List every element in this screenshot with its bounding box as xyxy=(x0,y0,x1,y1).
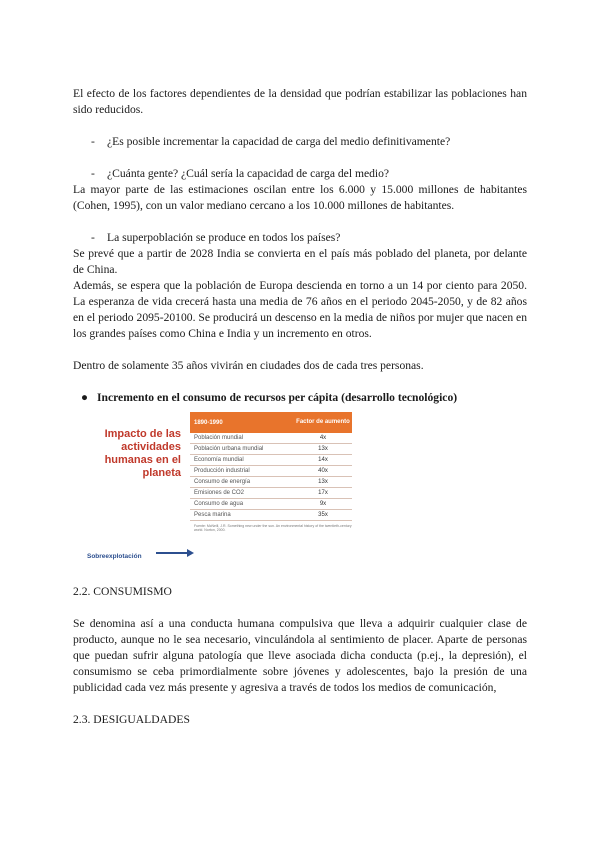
paragraph-density: El efecto de los factores dependientes de la densidad que podrían estabilizar las poblaciones han sido reducidos. xyxy=(73,87,527,116)
overexploitation-label: Sobreexplotación xyxy=(87,553,142,560)
question-how-many: - ¿Cuánta gente? ¿Cuál sería la capacidad de carga del medio? xyxy=(91,167,390,180)
paragraph-cities: Dentro de solamente 35 años vivirán en ciudades dos de cada tres personas. xyxy=(73,359,424,372)
table-header xyxy=(190,412,352,433)
bullet-dot-icon: ● xyxy=(81,391,89,404)
dash-marker: - xyxy=(91,167,95,180)
paragraph-consumismo: Se denomina así a una conducta humana compulsiva que lleva a adquirir cualquier clase de producto, aunque no le sea necesario, vinculándola al sentimiento de placer. Aparte de personas que puedan sufrir alguna patología que lleve asociada dicha conducta (p.ej., la depresión), el consumismo se ceba primordialmente sobre jóvenes y adolescentes, bajo la presión de una publicidad cada vez más presente y agresiva a través de todos los medios de comunicación, xyxy=(73,617,527,694)
dash-marker: - xyxy=(91,231,95,244)
paragraph-europe: Además, se espera que la población de Europa descienda en torno a un 14 por ciento para 2050. La esperanza de vida crecerá hasta una media de 76 años en el periodo 2045-2050, y de 82 años en el periodo 2095-20100. Se producirá un descenso en la media de niños por mujer que nacen en los grandes países como China e India y un incremento en otros. xyxy=(73,279,527,340)
question-capacity: - ¿Es posible incrementar la capacidad de carga del medio definitivamente? xyxy=(91,135,451,148)
section-heading-desigualdades: 2.3. DESIGUALDADES xyxy=(73,713,190,726)
figure-title: Impacto de las actividades humanas en el planeta xyxy=(104,428,181,479)
dash-marker: - xyxy=(91,135,95,148)
question-overpopulation: - La superpoblación se produce en todos los países? xyxy=(91,231,341,244)
paragraph-india: Se prevé que a partir de 2028 India se convierta en el país más poblado del planeta, por delante de China. xyxy=(73,247,527,276)
table-footnote: Fuente: McNeill, J.R. Something new under the sun. An environmental history of the twentieth-century world. Norton, 2000. xyxy=(194,524,352,532)
impact-table xyxy=(190,412,352,532)
header-period: 1890-1990 xyxy=(194,419,223,426)
table-row: Emisiones de CO2 17x xyxy=(190,488,352,499)
paragraph-estimates: La mayor parte de las estimaciones oscilan entre los 6.000 y 15.000 millones de habitantes (Cohen, 1995), con un valor mediano cercano a los 10.000 millones de habitantes. xyxy=(73,183,527,212)
table-row: Población mundial 4x xyxy=(190,433,352,444)
document-body xyxy=(73,86,527,728)
table-row: Consumo de agua 9x xyxy=(190,499,352,510)
impact-figure xyxy=(73,412,527,574)
bullet-consumption: ● Incremento en el consumo de recursos per cápita (desarrollo tecnológico) xyxy=(81,391,458,404)
table-row: Población urbana mundial 13x xyxy=(190,444,352,455)
table-row: Pesca marina 35x xyxy=(190,510,352,521)
table-row: Producción industrial 40x xyxy=(190,466,352,477)
table-row: Economía mundial 14x xyxy=(190,455,352,466)
table-row: Consumo de energía 13x xyxy=(190,477,352,488)
header-factor: Factor de aumento xyxy=(296,419,350,425)
arrow-right-icon xyxy=(156,548,194,558)
section-heading-consumismo: 2.2. CONSUMISMO xyxy=(73,585,172,598)
